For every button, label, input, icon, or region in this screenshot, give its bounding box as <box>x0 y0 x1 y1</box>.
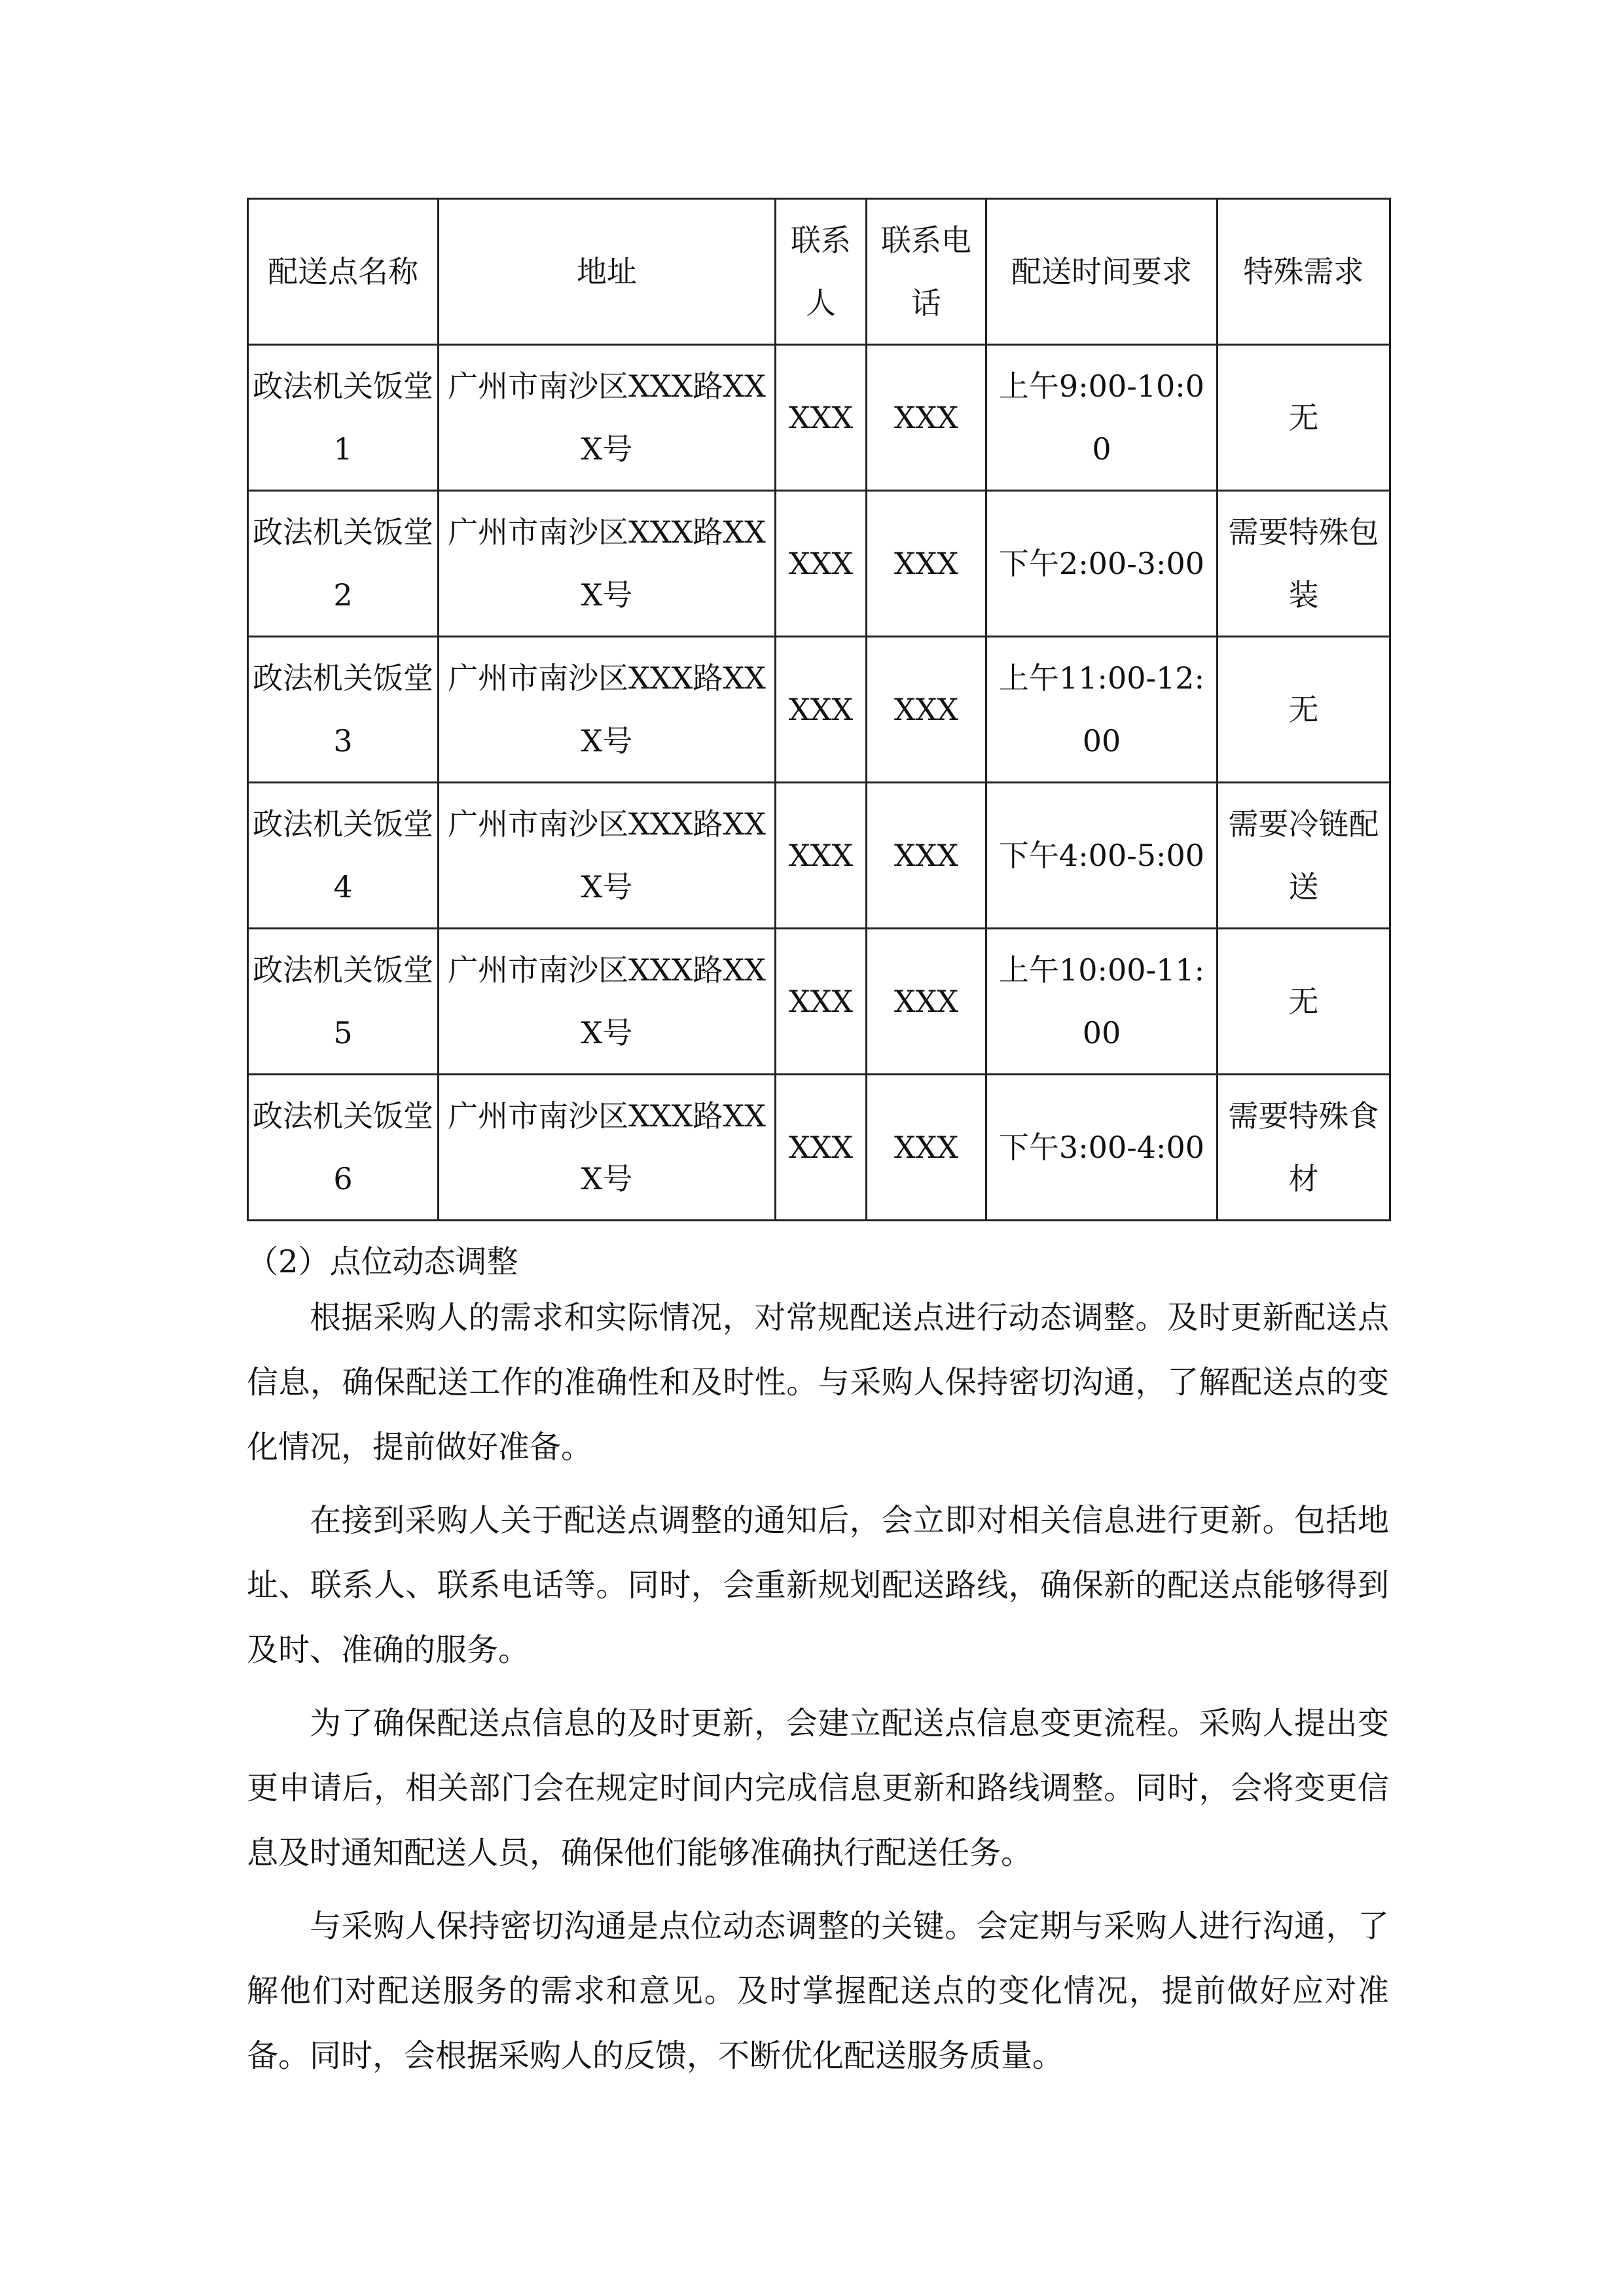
cell-phone: XXX <box>867 491 986 637</box>
header-address: 地址 <box>439 199 776 345</box>
cell-phone: XXX <box>867 1075 986 1221</box>
cell-phone: XXX <box>867 345 986 491</box>
cell-special: 无 <box>1218 637 1390 783</box>
cell-address: 广州市南沙区XXX路XXX号 <box>439 491 776 637</box>
cell-contact: XXX <box>776 783 867 929</box>
delivery-points-table <box>247 198 1391 1221</box>
cell-contact: XXX <box>776 637 867 783</box>
table-header-row <box>248 199 1390 345</box>
cell-address: 广州市南沙区XXX路XXX号 <box>439 783 776 929</box>
cell-phone: XXX <box>867 929 986 1075</box>
cell-time: 上午11:00-12:00 <box>986 637 1218 783</box>
cell-name: 政法机关饭堂5 <box>248 929 439 1075</box>
cell-address: 广州市南沙区XXX路XXX号 <box>439 929 776 1075</box>
cell-special: 需要特殊包装 <box>1218 491 1390 637</box>
cell-special: 需要冷链配送 <box>1218 783 1390 929</box>
cell-special: 需要特殊食材 <box>1218 1075 1390 1221</box>
cell-name: 政法机关饭堂1 <box>248 345 439 491</box>
cell-name: 政法机关饭堂3 <box>248 637 439 783</box>
header-special: 特殊需求 <box>1218 199 1390 345</box>
cell-special: 无 <box>1218 929 1390 1075</box>
table-row <box>248 345 1390 491</box>
paragraph: 为了确保配送点信息的及时更新，会建立配送点信息变更流程。采购人提出变更申请后，相关部门会在规定时间内完成信息更新和路线调整。同时，会将变更信息及时通知配送人员，确保他们能够准确执行配送任务。 <box>247 1705 1389 1871</box>
paragraph: 根据采购人的需求和实际情况，对常规配送点进行动态调整。及时更新配送点信息，确保配送工作的准确性和及时性。与采购人保持密切沟通，了解配送点的变化情况，提前做好准备。 <box>247 1299 1389 1465</box>
table-row <box>248 929 1390 1075</box>
paragraph: 与采购人保持密切沟通是点位动态调整的关键。会定期与采购人进行沟通，了解他们对配送服务的需求和意见。及时掌握配送点的变化情况，提前做好应对准备。同时，会根据采购人的反馈，不断优化配送服务质量。 <box>247 1908 1389 2074</box>
header-phone: 联系电话 <box>867 199 986 345</box>
cell-time: 上午9:00-10:00 <box>986 345 1218 491</box>
section-title: （2）点位动态调整 <box>247 1244 518 1280</box>
cell-contact: XXX <box>776 1075 867 1221</box>
cell-phone: XXX <box>867 783 986 929</box>
cell-address: 广州市南沙区XXX路XXX号 <box>439 1075 776 1221</box>
cell-contact: XXX <box>776 345 867 491</box>
table-row <box>248 783 1390 929</box>
header-name: 配送点名称 <box>248 199 439 345</box>
cell-name: 政法机关饭堂6 <box>248 1075 439 1221</box>
paragraph: 在接到采购人关于配送点调整的通知后，会立即对相关信息进行更新。包括地址、联系人、联系电话等。同时，会重新规划配送路线，确保新的配送点能够得到及时、准确的服务。 <box>247 1502 1389 1668</box>
cell-name: 政法机关饭堂4 <box>248 783 439 929</box>
cell-special: 无 <box>1218 345 1390 491</box>
cell-name: 政法机关饭堂2 <box>248 491 439 637</box>
cell-address: 广州市南沙区XXX路XXX号 <box>439 637 776 783</box>
cell-time: 下午3:00-4:00 <box>986 1075 1218 1221</box>
cell-address: 广州市南沙区XXX路XXX号 <box>439 345 776 491</box>
cell-contact: XXX <box>776 929 867 1075</box>
table-row <box>248 1075 1390 1221</box>
cell-contact: XXX <box>776 491 867 637</box>
table-row <box>248 491 1390 637</box>
header-time: 配送时间要求 <box>986 199 1218 345</box>
cell-phone: XXX <box>867 637 986 783</box>
table-row <box>248 637 1390 783</box>
header-contact: 联系人 <box>776 199 867 345</box>
cell-time: 上午10:00-11:00 <box>986 929 1218 1075</box>
cell-time: 下午4:00-5:00 <box>986 783 1218 929</box>
cell-time: 下午2:00-3:00 <box>986 491 1218 637</box>
